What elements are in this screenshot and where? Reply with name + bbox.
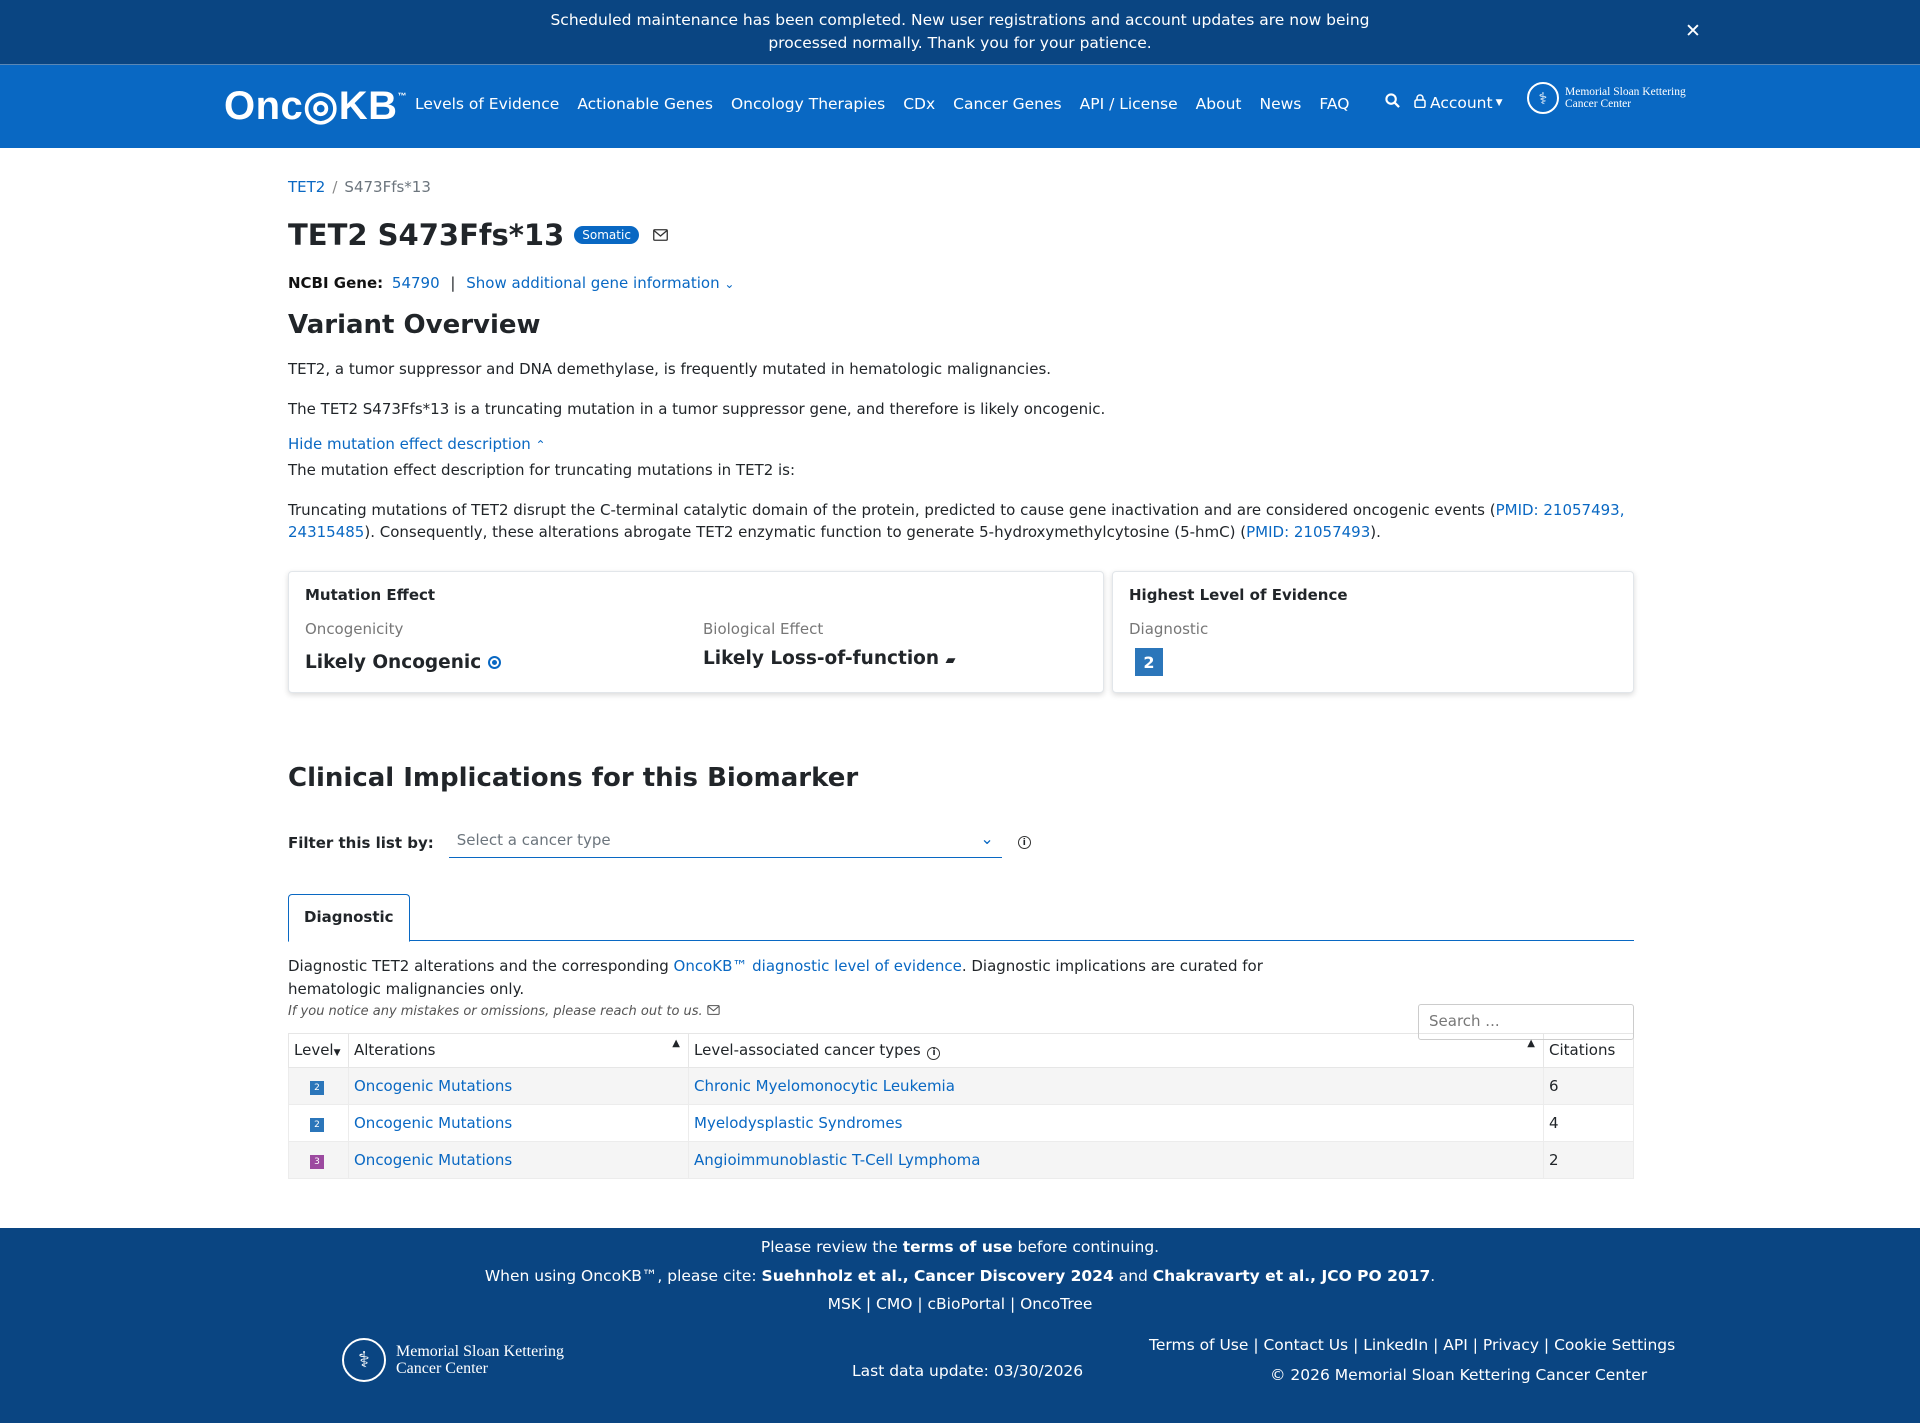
navbar — [0, 65, 1920, 148]
toggle-mutation-effect[interactable]: Hide mutation effect description ⌃ — [288, 435, 546, 453]
highest-level-card — [1112, 571, 1634, 693]
cancer-type-link[interactable]: Chronic Myelomonocytic Leukemia — [694, 1076, 955, 1095]
footer-link-privacy[interactable]: Privacy — [1482, 1336, 1539, 1354]
ncbi-gene-link[interactable]: 54790 — [391, 274, 440, 292]
page-title: TET2 S473Ffs*13 Somatic — [288, 218, 1634, 252]
nav-item-faq[interactable]: FAQ — [1319, 95, 1350, 113]
col-level[interactable]: Level▼ — [289, 1034, 349, 1068]
main-content — [288, 148, 1634, 1179]
citations-count[interactable]: 6 — [1544, 1067, 1634, 1104]
nav-menu — [415, 95, 1367, 113]
footer-link-cmo[interactable]: CMO — [876, 1295, 913, 1313]
level-icon[interactable]: 2 — [310, 1118, 324, 1132]
msk-seal-icon: ⚕ — [342, 1338, 386, 1382]
terms-notice: Please review the terms of use before continuing. — [760, 1238, 1160, 1256]
mail-icon[interactable] — [653, 226, 668, 245]
level-icon[interactable]: 2 — [310, 1081, 324, 1095]
mail-icon[interactable] — [707, 1004, 720, 1019]
sort-asc-icon[interactable]: ▲ — [672, 1038, 680, 1049]
mutation-effect-card — [288, 571, 1104, 693]
level-2-icon[interactable]: 2 — [1135, 648, 1163, 676]
diagnostic-label: Diagnostic — [1129, 620, 1209, 638]
alteration-link[interactable]: Oncogenic Mutations — [354, 1113, 513, 1132]
breadcrumb-variant: S473Ffs*13 — [344, 178, 431, 196]
effect-intro: The mutation effect description for truncating mutations in TET2 is: — [288, 461, 796, 479]
oncokb-logo[interactable]: Onc◎KB™ — [224, 84, 407, 128]
nav-item-cancer-genes[interactable]: Cancer Genes — [953, 95, 1062, 113]
footer-link-api[interactable]: API — [1443, 1336, 1468, 1354]
table-row — [289, 1104, 1634, 1141]
col-cancer-types[interactable]: Level-associated cancer types i ▲ — [689, 1034, 1544, 1068]
level-icon[interactable]: 3 — [310, 1155, 324, 1169]
highest-level-title: Highest Level of Evidence — [1129, 586, 1348, 604]
nav-item-levels[interactable]: Levels of Evidence — [415, 95, 560, 113]
book-icon[interactable]: ▰ — [945, 653, 956, 668]
close-icon[interactable]: ✕ — [1685, 20, 1701, 42]
msk-seal-icon: ⚕ — [1527, 82, 1559, 114]
table-row — [289, 1141, 1634, 1178]
alteration-link[interactable]: Oncogenic Mutations — [354, 1150, 513, 1169]
filter-row — [288, 827, 1634, 858]
overview-para-2: The TET2 S473Ffs*13 is a truncating mutation in a tumor suppressor gene, and therefore is likely oncogenic. — [288, 400, 1106, 418]
search-icon[interactable] — [1385, 93, 1400, 112]
account-menu[interactable]: Account — [1430, 93, 1493, 112]
msk-logo[interactable]: ⚕ Memorial Sloan Kettering Cancer Center — [1527, 82, 1686, 114]
banner-message: Scheduled maintenance has been completed. New user registrations and account updates are now being processed normally. Thank you for your patience. — [550, 11, 1370, 52]
last-data-update: Last data update: 03/30/2026 — [852, 1362, 1084, 1380]
info-icon[interactable]: i — [927, 1047, 940, 1060]
show-gene-info-link[interactable]: Show additional gene information — [466, 274, 720, 292]
citations-count[interactable]: 4 — [1544, 1104, 1634, 1141]
table-search-input[interactable]: Search ... — [1418, 1004, 1634, 1040]
sort-asc-icon[interactable]: ▲ — [1527, 1038, 1535, 1049]
citation-notice: When using OncoKB™, please cite: Suehnholz et al., Cancer Discovery 2024 and Chakravarty et al., JCO PO 2017. — [484, 1267, 1436, 1285]
footer-link-terms[interactable]: Terms of Use — [1149, 1336, 1249, 1354]
footer-links-top: MSK | CMO | cBioPortal | OncoTree — [827, 1295, 1093, 1313]
overview-para-1: TET2, a tumor suppressor and DNA demethylase, is frequently mutated in hematologic malignancies. — [288, 360, 1052, 378]
somatic-badge: Somatic — [574, 226, 639, 244]
citations-count[interactable]: 2 — [1544, 1141, 1634, 1178]
oncogenicity-label: Oncogenicity — [305, 620, 404, 638]
breadcrumb-gene-link[interactable]: TET2 — [288, 178, 326, 196]
nav-right — [1385, 93, 1503, 112]
table-row — [289, 1067, 1634, 1104]
copyright: © 2026 Memorial Sloan Kettering Cancer Center — [1270, 1366, 1648, 1384]
feedback-note: If you notice any mistakes or omissions, please reach out to us. — [288, 1004, 1634, 1019]
gene-info: NCBI Gene: 54790 | Show additional gene information ⌄ — [288, 274, 735, 292]
footer-link-cookie[interactable]: Cookie Settings — [1554, 1336, 1676, 1354]
terms-link[interactable]: terms of use — [902, 1238, 1013, 1256]
footer-link-msk[interactable]: MSK — [827, 1295, 861, 1313]
footer-link-contact[interactable]: Contact Us — [1263, 1336, 1349, 1354]
nav-item-api-license[interactable]: API / License — [1079, 95, 1178, 113]
tab-diagnostic[interactable]: Diagnostic — [288, 894, 410, 942]
pmid-link-2[interactable]: PMID: 21057493 — [1246, 523, 1371, 541]
oncogenicity-value: Likely Oncogenic — [305, 652, 703, 673]
oncogenic-icon — [488, 656, 501, 669]
effect-description: Truncating mutations of TET2 disrupt the C-terminal catalytic domain of the protein, predicted to cause gene inactivation and are considered oncogenic events (PMID: 21057493, 24315485). Consequently, these alterations abrogate TET2 enzymatic function to generate 5-hydroxymethylcytosine (5-hmC) (PMID: 21057493). — [288, 501, 1625, 541]
alteration-link[interactable]: Oncogenic Mutations — [354, 1076, 513, 1095]
chevron-down-circle-icon[interactable]: ⌄ — [724, 277, 735, 291]
footer-link-cbioportal[interactable]: cBioPortal — [927, 1295, 1006, 1313]
cancer-type-select[interactable]: Select a cancer type ⌄ — [449, 827, 1002, 858]
filter-label: Filter this list by: — [288, 833, 434, 852]
footer-msk-logo[interactable]: ⚕ Memorial Sloan Kettering Cancer Center — [342, 1338, 564, 1382]
summary-cards — [288, 571, 1634, 693]
nav-item-oncology-therapies[interactable]: Oncology Therapies — [730, 95, 886, 113]
mutation-effect-title: Mutation Effect — [305, 586, 436, 604]
footer — [0, 1228, 1920, 1423]
clinical-implications-heading: Clinical Implications for this Biomarker — [288, 763, 859, 793]
implications-table — [288, 1033, 1634, 1179]
biological-effect-label: Biological Effect — [703, 620, 824, 638]
nav-item-cdx[interactable]: CDx — [903, 95, 936, 113]
pmid-link-1[interactable]: PMID: 21057493, 24315485 — [288, 501, 1625, 541]
biological-effect-value: Likely Loss-of-function ▰ — [703, 648, 956, 669]
breadcrumb: TET2 / S473Ffs*13 — [288, 178, 431, 196]
footer-links-bottom: Terms of Use | Contact Us | LinkedIn | API | Privacy | Cookie Settings — [1149, 1336, 1676, 1354]
cancer-type-link[interactable]: Angioimmunoblastic T-Cell Lymphoma — [694, 1150, 981, 1169]
nav-item-news[interactable]: News — [1259, 95, 1302, 113]
nav-item-about[interactable]: About — [1195, 95, 1242, 113]
tab-bar — [288, 894, 1634, 941]
nav-item-actionable-genes[interactable]: Actionable Genes — [577, 95, 713, 113]
chevron-down-icon[interactable]: ⌄ — [980, 829, 994, 848]
footer-link-oncotree[interactable]: OncoTree — [1020, 1295, 1093, 1313]
table-toolbar — [288, 955, 1634, 1030]
info-icon[interactable]: i — [1018, 836, 1031, 849]
chevron-up-circle-icon[interactable]: ⌃ — [535, 438, 546, 452]
sort-desc-icon[interactable]: ▼ — [333, 1048, 341, 1059]
cite-link-1[interactable]: Suehnholz et al., Cancer Discovery 2024 — [761, 1267, 1114, 1285]
cite-link-2[interactable]: Chakravarty et al., JCO PO 2017 — [1152, 1267, 1431, 1285]
maintenance-banner — [0, 0, 1920, 65]
col-alterations[interactable]: Alterations ▲ — [349, 1034, 689, 1068]
footer-link-linkedin[interactable]: LinkedIn — [1363, 1336, 1429, 1354]
caret-down-icon[interactable]: ▼ — [1495, 97, 1503, 108]
cancer-type-link[interactable]: Myelodysplastic Syndromes — [694, 1113, 903, 1132]
col-citations[interactable]: Citations — [1544, 1034, 1634, 1068]
lock-icon — [1414, 94, 1426, 112]
diagnostic-level-link[interactable]: OncoKB™ diagnostic level of evidence — [673, 957, 962, 975]
diagnostic-description: Diagnostic TET2 alterations and the corresponding OncoKB™ diagnostic level of evidence. Diagnostic implications are curated for hematologic malignancies only. — [288, 957, 1263, 998]
variant-overview-heading: Variant Overview — [288, 310, 541, 340]
